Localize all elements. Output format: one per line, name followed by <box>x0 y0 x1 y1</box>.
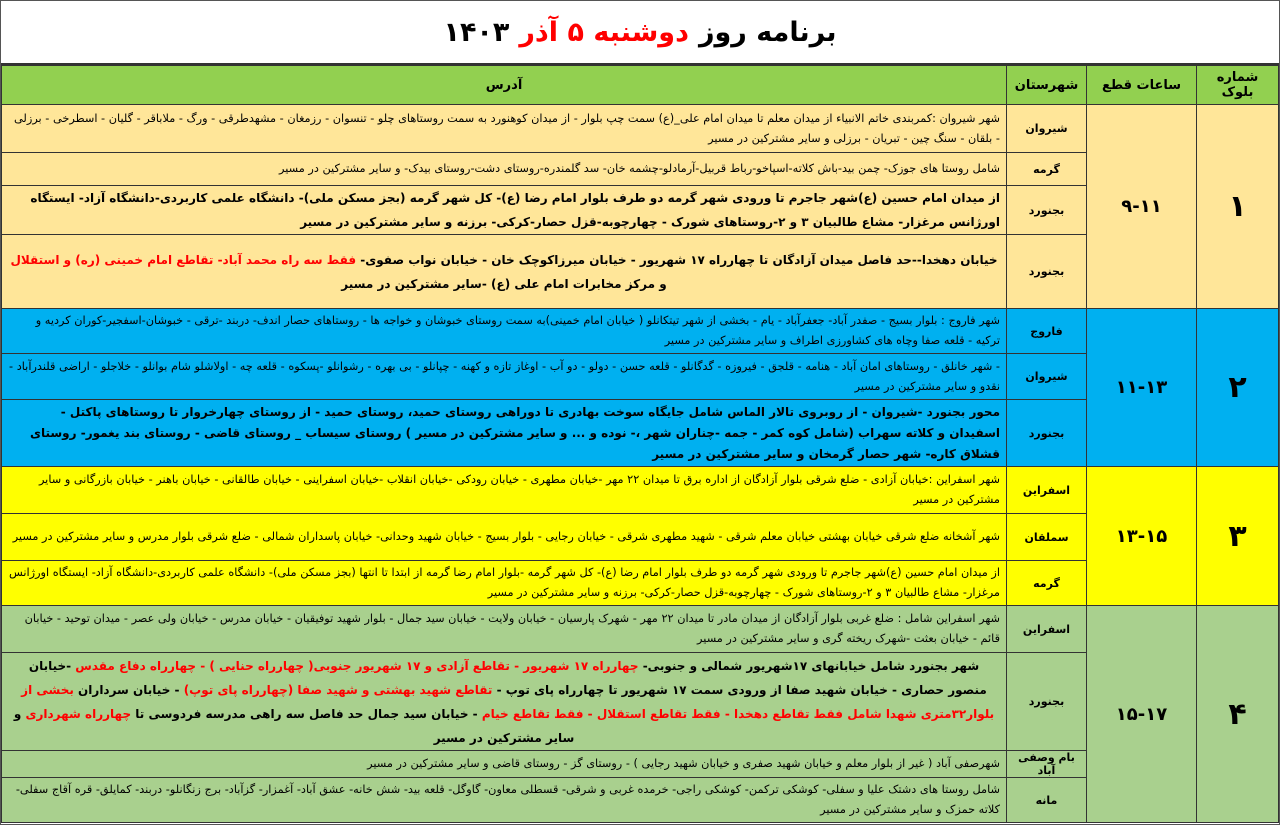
county: فاروج <box>1007 309 1087 354</box>
address-part: - خیابان سید جمال حد فاصل سه راهی مدرسه فردوسی تا <box>131 706 482 721</box>
address: شهر شیروان :کمربندی خاتم الانبیاء از میدان معلم تا میدان امام علی_(ع) سمت چپ بلوار - از میدان کوهنورد به سمت روستاهای چلو - تنسوان - رزمغان - مشهدطرقی - ورگ - ملاباقر - گلیان - اسطرخی - برزلی - بلقان - سنگ چین - تبریان - برزلی و سایر مشترکین در مسیر <box>2 105 1007 153</box>
page-title <box>1 1 1279 65</box>
title-day: دوشنبه ۵ آذر <box>519 16 689 48</box>
title-year: ۱۴۰۳ <box>443 16 510 48</box>
address: شامل روستا های دشتک علیا و سفلی- کوشکی ترکمن- کوشکی راجی- خرمده غربی و شرقی- قسطلی معاون- گاوگل- قلعه بید- شش خانه- عشق آباد- آغمزار- گزآباد- برج زنگانلو- دربند- کمایلق- قره آقاج سفلی- کلاته حمزک و سایر مشترکین در مسیر <box>2 778 1007 823</box>
header-outage-hours: ساعات قطع <box>1087 66 1197 105</box>
county: اسفراین <box>1007 606 1087 653</box>
address <box>2 653 1007 751</box>
address-highlight: چهارراه شهرداری <box>25 706 132 721</box>
header-block-number: شماره بلوک <box>1197 66 1279 105</box>
table-header-row <box>2 66 1279 105</box>
address-part: -خیابان منصور حصاری - خیابان شهید صفا از ورودی سمت ۱۷ شهریور تا چهارراه پای توپ - <box>28 658 987 697</box>
outage-hours: ۹-۱۱ <box>1087 105 1197 309</box>
address <box>2 235 1007 309</box>
address-part: - خیابان سرداران <box>73 682 184 697</box>
county: شیروان <box>1007 105 1087 153</box>
address: شهرصفی آباد ( غیر از بلوار معلم و خیابان شهید صفری و خیابان شهید رجایی ) - روستای گز - روستای قاضی و سایر مشترکین در مسیر <box>2 751 1007 778</box>
county: شیروان <box>1007 354 1087 400</box>
address-part: و مرکز مخابرات امام علی (ع) -سایر مشترکین در مسیر <box>341 276 667 291</box>
address: شهر اسفراین شامل : ضلع غربی بلوار آزادگان از میدان مادر تا میدان ۲۲ مهر - شهرک پارسیان - خیابان ولایت - خیابان سید جمال - بلوار شهید توفیقیان - خیابان مدرس - خیابان ولی عصر - میدان توحید - خیابان قائم - خیابان بعثت -شهرک ریخته گری و سایر مشترکین در مسیر <box>2 606 1007 653</box>
county: بجنورد <box>1007 235 1087 309</box>
address: شامل روستا های جوزک- چمن بید-باش کلاته-اسپاخو-رباط قربیل-آرمادلو-چشمه خان- سد گلمندره-روستای دشت-روستای بیدک- و سایر مشترکین در مسیر <box>2 153 1007 186</box>
address: از میدان امام حسین (ع)شهر جاجرم تا ورودی شهر گرمه دو طرف بلوار امام رضا (ع)- کل شهر گرمه (بجز مسکن ملی)- دانشگاه علمی کاربردی-دانشگاه آزاد- ایستگاه اورژانس مرغزار- مشاع طالبیان ۳ و ۲-روستاهای شورک - چهارچوبه-قزل حصار-کرکی- برزنه و سایر مشترکین در مسیر <box>2 186 1007 235</box>
block-number: ۲ <box>1197 309 1279 467</box>
county: مانه <box>1007 778 1087 823</box>
county: بجنورد <box>1007 186 1087 235</box>
table-row <box>2 606 1279 653</box>
block-number: ۳ <box>1197 467 1279 606</box>
outage-hours: ۱۱-۱۳ <box>1087 309 1197 467</box>
outage-schedule-table <box>1 65 1279 823</box>
address: شهر فاروج : بلوار بسیج - صفدر آباد- جعفرآباد - یام - بخشی از شهر تیتکانلو ( خیابان امام خمینی)به سمت روستای خبوشان و خواجه ها - روستاهای حصار اندف- دربند -ترقی - خبوشان-اسفجیر-کوران کردیه و ترکیه - قلعه صفا وچاه های کشاورزی اطراف و سایر مشترکین در مسیر <box>2 309 1007 354</box>
address: - شهر خانلق - روستاهای امان آباد - هنامه - قلجق - فیروزه - گدگانلو - قلعه حسن - دولو - دو آب - اوغاز تازه و کهنه - چپانلو - بی بهره - رشوانلو -پسکوه - قلعه چه - اولاشلو شام بوانلو - خلاجلو - اراضی قلندرآباد - نقدو و سایر مشترکین در مسیر <box>2 354 1007 400</box>
table-row <box>2 105 1279 153</box>
county: سملقان <box>1007 514 1087 561</box>
address-highlight: فقط سه راه محمد آباد- تقاطع امام خمینی (ره) و استقلال <box>10 252 357 267</box>
address-highlight: تقاطع شهید بهشتی و شهید صفا (چهارراه پای توپ) <box>183 682 493 697</box>
address: شهر اسفراین :خیابان آزادی - ضلع شرقی بلوار آزادگان از اداره برق تا میدان ۲۲ مهر -خیابان مطهری - خیابان رودکی -خیابان انقلاب -خیابان اسفراینی - خیابان طالقانی - خیابان باهنر - خیابان بازرگانی و سایر مشترکین در مسیر <box>2 467 1007 514</box>
header-address: آدرس <box>2 66 1007 105</box>
county: گرمه <box>1007 561 1087 606</box>
address-part: خیابان دهخدا--حد فاصل میدان آزادگان تا چهارراه ۱۷ شهریور - خیابان میرزاکوچک خان - خیابان نواب صفوی- <box>356 252 998 267</box>
block-number: ۴ <box>1197 606 1279 823</box>
county: بجنورد <box>1007 400 1087 467</box>
address-highlight: چهارراه ۱۷ شهریور - تقاطع آزادی و ۱۷ شهریور جنوبی( چهارراه حنایی ) - چهارراه دفاع مقدس <box>75 658 639 673</box>
table-row <box>2 467 1279 514</box>
table-row <box>2 309 1279 354</box>
header-county: شهرستان <box>1007 66 1087 105</box>
outage-hours: ۱۵-۱۷ <box>1087 606 1197 823</box>
county: گرمه <box>1007 153 1087 186</box>
address: شهر آشخانه ضلع شرقی خیابان بهشتی خیابان معلم شرقی - شهید مطهری شرقی - خیابان رجایی - بلوار بسیج - خیابان شهید وحدانی- خیابان پاسداران شمالی - ضلع شرقی بلوار مدرس و سایر مشترکین در مسیر <box>2 514 1007 561</box>
address: از میدان امام حسین (ع)شهر جاجرم تا ورودی شهر گرمه دو طرف بلوار امام رضا (ع)- کل شهر گرمه -بلوار امام رضا گرمه از ابتدا تا انتها (بجز مسکن ملی)- دانشگاه علمی کاربردی-دانشگاه آزاد- ایستگاه اورژانس مرغزار- مشاع طالبیان ۳ و ۲-روستاهای شورک - چهارچوبه-قزل حصار-کرکی- برزنه و سایر مشترکین در مسیر <box>2 561 1007 606</box>
outage-hours: ۱۳-۱۵ <box>1087 467 1197 606</box>
county: بجنورد <box>1007 653 1087 751</box>
block-number: ۱ <box>1197 105 1279 309</box>
address-part: شهر بجنورد شامل خیابانهای ۱۷شهریور شمالی و جنوبی- <box>638 658 980 673</box>
county: اسفراین <box>1007 467 1087 514</box>
address-highlight: بخشی از بلوار۳۲متری شهدا شامل فقط تقاطع دهخدا - فقط تقاطع استقلال - فقط تقاطع خیام <box>21 682 995 721</box>
title-prefix: برنامه روز <box>698 16 837 48</box>
county: بام وصفی آباد <box>1007 751 1087 778</box>
address: محور بجنورد -شیروان - از روبروی تالار الماس شامل جایگاه سوخت بهادری تا دوراهی روستای حمید، روستای حمید - از روستای چهارخروار تا روستاهای پاکتل - اسفیدان و کلاته سهراب (شامل کوه کمر - جمه -چناران شهر ،- نوده و ... و سایر مشترکین در مسیر ) روستای سیساب _ روستای قاضی - روستای بند یغمور- روستای قشلاق کاره- شهر حصار گرمخان و سایر مشترکین در مسیر <box>2 400 1007 467</box>
address-part: و سایر مشترکین در مسیر <box>13 706 575 745</box>
